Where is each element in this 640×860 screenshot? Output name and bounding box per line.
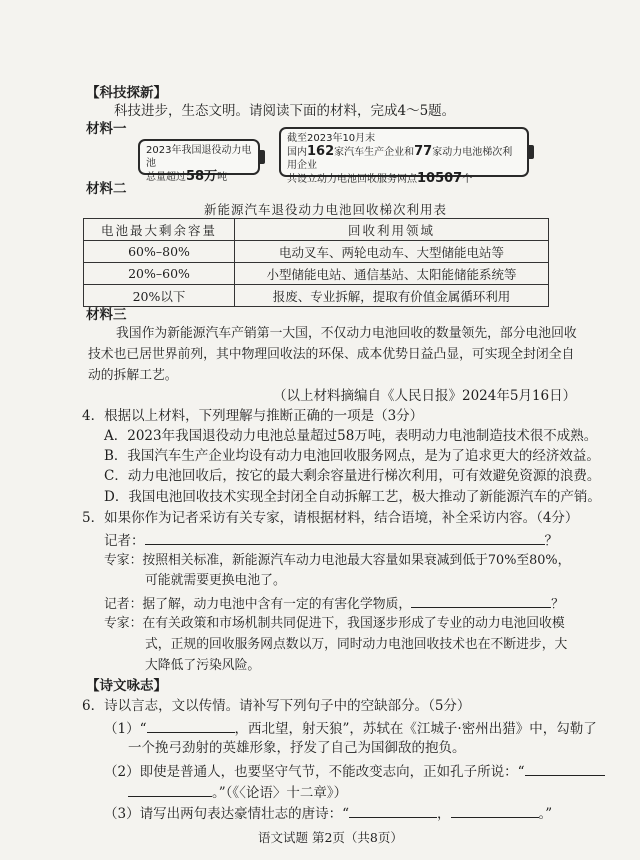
table-cell: 报废、专业拆解，提取有价值金属循环利用 (235, 285, 549, 307)
table-header-row (84, 219, 549, 241)
table-title: 新能源汽车退役动力电池回收梯次利用表 (204, 202, 448, 217)
badge2-line3: 共设立动力电池回收服务网点10507个 (287, 171, 473, 186)
answer-blank[interactable] (525, 760, 605, 776)
s3-end: 。” (538, 806, 553, 822)
s2-text: （2）即使是普通人，也要坚守气节，不能改变志向，正如孔子所说：“ (104, 764, 525, 780)
battery-badge-network (279, 127, 529, 186)
section-intro: 科技进步，生态文明。请阅读下面的材料，完成4～5题。 (114, 103, 456, 119)
battery-badge-total (138, 139, 260, 184)
table-cell: 20%–60% (84, 263, 235, 285)
s3-pre: （3）请写出两句表达豪情壮志的唐诗：“ (104, 806, 349, 822)
q4-option-a: A．2023年我国退役动力电池总量超过58万吨，表明动力电池制造技术很不成熟。 (104, 428, 598, 444)
badge1-line2: 总量超过58万吨 (146, 169, 228, 184)
badge2-line1: 截至2023年10月末 (287, 133, 376, 144)
expert-answer-2-cont: 式，正规的回收服务网点数以万，同时动力电池回收技术也在不断进步，大 (145, 637, 568, 652)
answer-blank[interactable] (147, 717, 235, 733)
q4-option-d: D．我国电池回收技术实现全封闭全自动拆解工艺，极大推动了新能源汽车的产销。 (104, 489, 601, 505)
question-mark: ？ (551, 597, 564, 612)
material2-label: 材料二 (86, 181, 127, 197)
table-cell: 60%–80% (84, 241, 235, 263)
table-header-field: 回收利用领域 (235, 219, 549, 241)
material3-line: 我国作为新能源汽车产销第一大国，不仅动力电池回收的数量领先，部分电池回收 (116, 326, 577, 341)
answer-blank[interactable] (349, 802, 437, 818)
table-header-capacity: 电池最大剩余容量 (84, 219, 235, 241)
expert-answer-1-cont: 可能就需要更换电池了。 (145, 573, 286, 588)
s3-comma: ， (437, 806, 451, 822)
material-source: （以上材料摘编自《人民日报》2024年5月16日） (273, 388, 577, 404)
battery-terminal-icon (260, 150, 265, 164)
table-row (84, 285, 549, 307)
s1-post: ，西北望，射天狼”，苏轼在《江城子·密州出猎》中，勾勒了 (234, 721, 597, 737)
table-cell: 电动叉车、两轮电动车、大型储能电站等 (235, 241, 549, 263)
q6-sentence-1-cont: 一个挽弓劲射的英雄形象，抒发了自己为国御敌的抱负。 (128, 740, 466, 756)
material1-label: 材料一 (86, 121, 127, 137)
q4-option-c: C．动力电池回收后，按它的最大剩余容量进行梯次利用，可有效避免资源的浪费。 (104, 468, 601, 484)
q6-sentence-1 (104, 717, 597, 739)
section-title-tech: 【科技探新】 (86, 85, 167, 101)
recycle-table (83, 218, 549, 307)
q4-option-b: B．我国汽车生产企业均设有动力电池回收服务网点，是为了追求更大的经济效益。 (104, 448, 600, 464)
table-cell: 20%以下 (84, 285, 235, 307)
page-footer: 语文试题 第2页（共8页） (258, 830, 403, 845)
question-mark: ？ (544, 533, 558, 549)
badge2-line2: 国内162家汽车生产企业和77家动力电池梯次利用企业 (287, 144, 513, 171)
table-cell: 小型储能电站、通信基站、太阳能储能系统等 (235, 263, 549, 285)
expert-answer-1: 专家：按照相关标准，新能源汽车动力电池最大容量如果衰减到低于70%至80%， (104, 553, 571, 568)
q6-sentence-3 (104, 802, 552, 824)
s1-pre: （1）“ (104, 721, 147, 737)
section-title-poetry: 【诗文咏志】 (86, 678, 167, 694)
battery-terminal-icon (529, 145, 534, 159)
reporter-question-2 (104, 592, 564, 615)
material3-line: 技术也已居世界前列，其中物理回收法的环保、成本优势日益凸显，可实现全封闭全自 (88, 347, 575, 362)
table-row (84, 263, 549, 285)
q6-sentence-2-cont (128, 781, 347, 803)
answer-blank[interactable] (128, 781, 212, 797)
table-row (84, 241, 549, 263)
expert-answer-2: 专家：在有关政策和市场机制共同促进下，我国逐步形成了专业的动力电池回收模 (104, 616, 565, 631)
expert-answer-2-cont: 大降低了污染风险。 (145, 658, 261, 673)
answer-blank[interactable] (451, 802, 539, 818)
reporter-question-1 (104, 529, 558, 551)
answer-blank[interactable] (145, 529, 545, 545)
badge1-line1: 2023年我国退役动力电池 (146, 145, 252, 169)
q6-stem: 6．诗以言志，文以传情。请补写下列句子中的空缺部分。（5分） (82, 698, 471, 714)
answer-blank[interactable] (411, 592, 551, 608)
reporter2-text: 记者：据了解，动力电池中含有一定的有害化学物质， (104, 597, 412, 612)
q5-stem: 5．如果你作为记者采访有关专家，请根据材料，结合语境，补全采访内容。（4分） (82, 510, 579, 526)
s2-source: 。”（《〈论语〉十二章》） (212, 785, 348, 801)
q6-sentence-2 (104, 760, 605, 782)
material3-label: 材料三 (86, 307, 127, 323)
q4-stem: 4．根据以上材料，下列理解与推断正确的一项是（3分） (82, 408, 424, 424)
reporter-label: 记者： (104, 533, 145, 549)
material3-line: 动的拆解工艺。 (88, 368, 178, 383)
